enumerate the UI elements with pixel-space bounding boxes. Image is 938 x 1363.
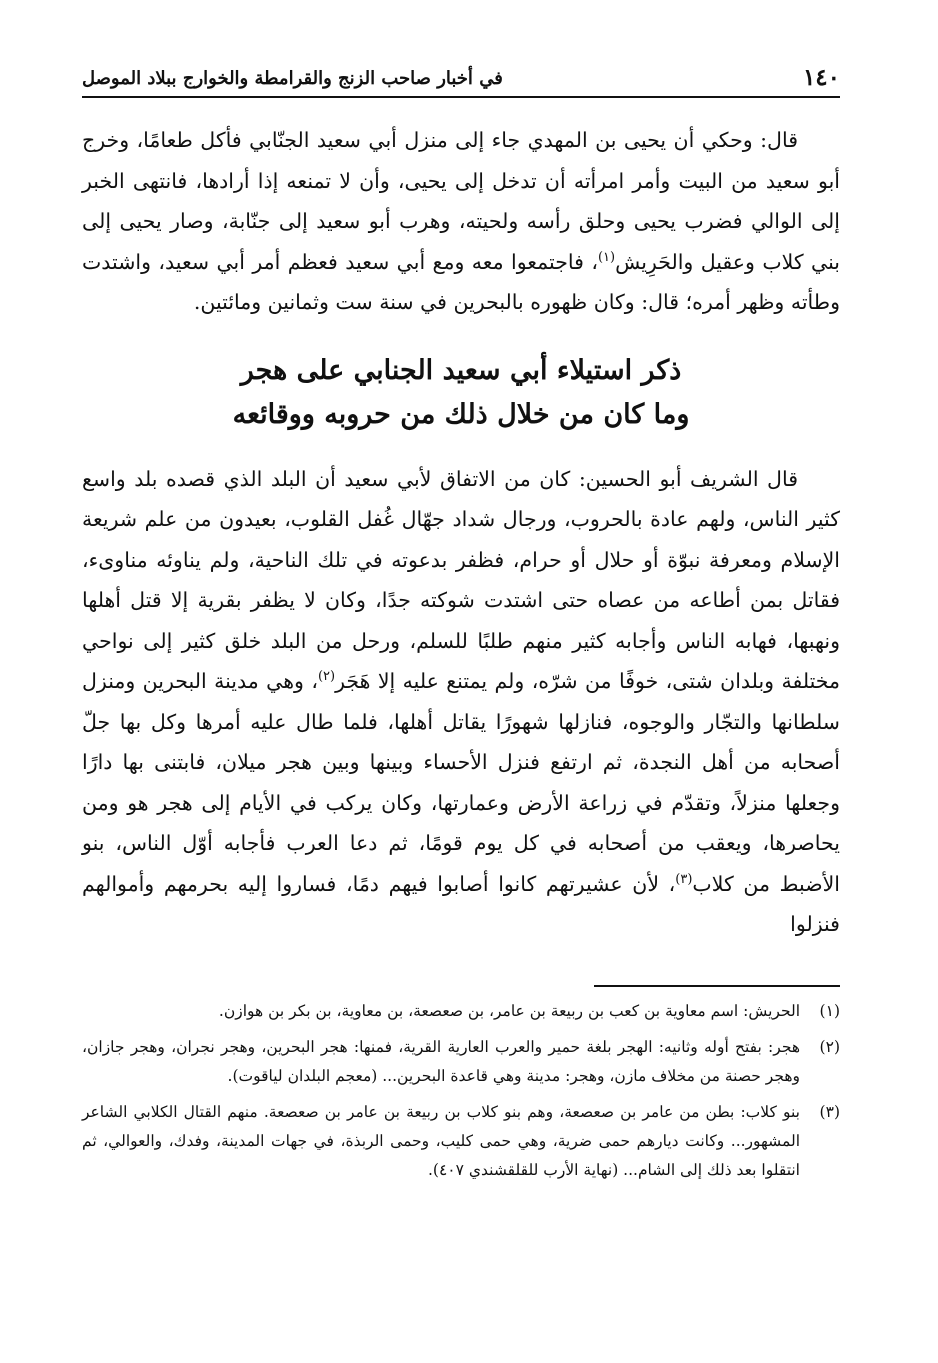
page-number: ١٤٠ [802, 64, 840, 91]
footnote-text: بنو كلاب: بطن من عامر بن صعصعة، وهم بنو كلاب بن ربيعة بن عامر بن صعصعة. منهم القتال الكلابي الشاعر المشهور... وكانت ديارهم حمى ضرية، وهي حمى كليب، وحمى الربذة، في جهات المدينة، وفدك، والعوالي، ثم انتقلوا بعد ذلك إلى الشام... (نهاية الأرب للقلقشندي ٤٠٧). [82, 1102, 800, 1179]
main-text-a: قال الشريف أبو الحسين: كان من الاتفاق لأبي سعيد أن البلد الذي قصده بلد واسع كثير الناس، ولهم عادة بالحروب، ورجال شداد جهّال غُفل القلوب، بعيدون من علم شريعة الإسلام ومعرفة نبوّة أو حلال أو حرام، فظفر بدعوته في تلك الناحية، ولم يناوئه مناوىء، فقاتل بمن أطاعه من عصاه حتى اشتدت شوكته جدًا، وكان لا يظفر بقرية إلا قتل أهلها ونهبها، فهابه الناس وأجابه كثير منهم طلبًا للسلم، ورحل من البلد خلق كثير إلى نواحي مختلفة وبلدان شتى، خوفًا من شرّه، ولم يمتنع عليه إلا هَجَر [82, 466, 841, 693]
footnote-text: هجر: بفتح أوله وثانيه: الهجر بلغة حمير والعرب العارية القرية، فمنها: هجر البحرين، وهجر نجران، وهجر جازان، وهجر حصنة من مخلاف مازن، وهجر: مدينة وهي قاعدة البحرين... (معجم البلدان لياقوت). [82, 1037, 800, 1085]
intro-text-b: ، فاجتمعوا معه ومع أبي سعيد فعظم أمر أبي سعيد، واشتدت وطأته وظهر أمره؛ قال: وكان ظهوره بالبحرين في سنة ست وثمانين ومائتين. [82, 249, 840, 314]
footnote-number: (١) [819, 1001, 840, 1020]
footnote-number: (٢) [819, 1037, 840, 1056]
section-heading-line-2: وما كان من خلال ذلك من حروبه ووقائعه [232, 398, 690, 430]
footnote-2 [82, 1033, 840, 1091]
main-text-c: ، لأن عشيرتهم كانوا أصابوا فيهم دمًا، فساروا إليه بحرمهم وأموالهم فنزلوا [82, 871, 840, 936]
intro-text-a: قال: وحكي أن يحيى بن المهدي جاء إلى منزل أبي سعيد الجنّابي فأكل طعامًا، وخرج أبو سعيد من البيت وأمر امرأته أن تدخل إلى يحيى، وأن لا تمنعه إذا أرادها، فانتهى الخبر إلى الوالي فضرب يحيى وحلق رأسه ولحيته، وهرب أبو سعيد إلى جنّابة، وصار يحيى إلى بني كلاب وعقيل والحَرِيش [82, 128, 840, 274]
footnote-ref-3: (٣) [675, 871, 693, 887]
running-header-title: في أخبار صاحب الزنج والقرامطة والخوارج ببلاد الموصل [82, 68, 503, 89]
footnote-ref-2: (٢) [317, 669, 336, 685]
running-header [82, 62, 840, 98]
footnote-text: الحريش: اسم معاوية بن كعب بن ربيعة بن عامر، بن صعصعة، بن معاوية، بن بكر بن هوازن. [218, 1001, 800, 1020]
footnote-ref-1: (١) [597, 249, 616, 265]
main-text-b: ، وهي مدينة البحرين ومنزل سلطانها والتجّار والوجوه، فنازلها شهورًا يقاتل أهلها، فلما طال عليه أمرها وكل بها جلّ أصحابه من أهل النجدة، ثم ارتفع فنزل الأحساء وبينها وبين هجر ميلان، فابتنى بها دارًا وجعلها منزلاً، وتقدّم في زراعة الأرض وعمارتها، وكان يركب في الأيام إلى هجر هو ومن يحاصرها، ويعقب من أصحابه في كل يوم قومًا، ثم دعا العرب فأجابه أوّل الناس، بنو الأضبط من كلاب [82, 669, 840, 896]
footnotes [82, 997, 840, 1185]
footnote-number: (٣) [819, 1102, 840, 1121]
footnote-1 [82, 997, 840, 1026]
intro-paragraph [82, 120, 840, 323]
main-paragraph [82, 459, 840, 945]
footnote-3 [82, 1098, 840, 1185]
footnote-separator [594, 985, 840, 987]
section-heading-line-1: ذكر استيلاء أبي سعيد الجنابي على هجر [240, 354, 682, 386]
book-page [82, 62, 840, 1342]
section-heading [82, 349, 840, 437]
